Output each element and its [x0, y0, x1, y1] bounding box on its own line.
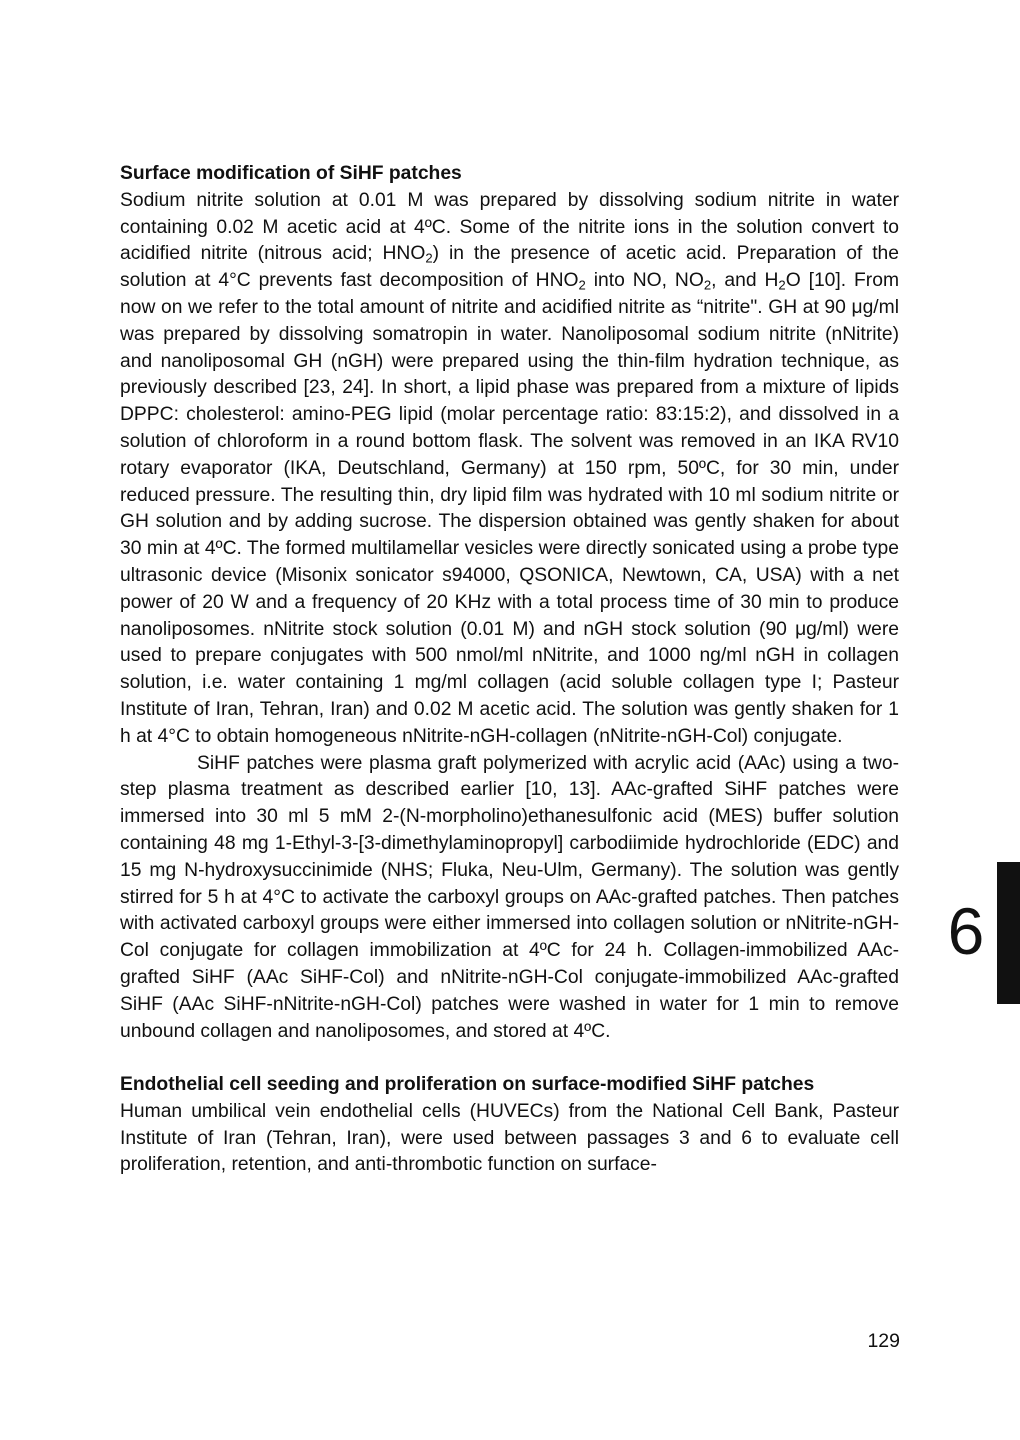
text-run: Sodium nitrite solution at 0.01 M was prepared by dissolving sodium nitrite in water containing 0.02 M acetic acid at 4ºC. Some of the nitrite ions in the solution convert to acidified nitrite (nitrous acid; HNO — [120, 189, 899, 265]
text-run: O [10]. From now on we refer to the total amount of nitrite and acidified nitrite as “nitrite". GH at 90 μg/ml was prepared by dissolving somatropin in water. Nanoliposomal sodium nitrite (nNitrite) and nanoliposomal GH (nGH) were prepared using the thin-film hydration technique, as previously described [23, 24]. In short, a lipid phase was prepared from a mixture of lipids DPPC: cholesterol: amino-PEG lipid (molar percentage ratio: 83:15:2), and dissolved in a solution of chloroform in a round bottom flask. The solvent was removed in an IKA RV10 rotary evaporator (IKA, Deutschland, Germany) at 150 rpm, 50ºC, for 30 min, under reduced pressure. The resulting thin, dry lipid film was hydrated with 10 ml sodium nitrite or GH solution and by adding sucrose. The dispersion obtained was gently shaken for about 30 min at 4ºC. The formed multilamellar vesicles were directly sonicated using a probe type ultrasonic device (Misonix sonicator s94000, QSONICA, Newtown, CA, USA) with a net power of 20 W and a frequency of 20 KHz with a total process time of 30 min to produce nanoliposomes. nNitrite stock solution (0.01 M) and nGH stock solution (90 μg/ml) were used to prepare conjugates with 500 nmol/ml nNitrite, and 1000 ng/ml nGH in collagen solution, i.e. water containing 1 mg/ml collagen (acid soluble collagen type I; Pasteur Institute of Iran, Tehran, Iran) and 0.02 M acetic acid. The solution was gently shaken for 1 h at 4°C to obtain homogeneous nNitrite-nGH-collagen (nNitrite-nGH-Col) conjugate. — [120, 270, 900, 747]
page-number: 129 — [867, 1330, 900, 1352]
paragraph-huvec: Human umbilical vein endothelial cells (HUVECs) from the National Cell Bank, Pasteur Institute of Iran (Tehran, Iran), were used between passages 3 and 6 to evaluate cell proliferation, retention, and anti-thrombotic function on surface- — [120, 1100, 899, 1176]
text-run: ) in the presence of acetic acid. Preparation of the solution at 4°C prevents fast decomposition of HNO — [120, 243, 899, 292]
paragraph-plasma-grafting: SiHF patches were plasma graft polymerized with acrylic acid (AAc) using a two-step plasma treatment as described earlier [10, 13]. AAc-grafted SiHF patches were immersed into 30 ml 5 mM 2-(N-morpholino)ethanesulfonic acid (MES) buffer solution containing 48 mg 1-Ethyl-3-[3-dimethylaminopropyl] carbodiimide hydrochloride (EDC) and 15 mg N-hydroxysuccinimide (NHS; Fluka, Neu-Ulm, Germany). The solution was gently stirred for 5 h at 4°C to activate the carboxyl groups on AAc-grafted patches. Then patches with activated carboxyl groups were either immersed into collagen solution or nNitrite-nGH-Col conjugate for collagen immobilization at 4ºC for 24 h. Collagen-immobilized AAc-grafted SiHF (AAc SiHF-Col) and nNitrite-nGH-Col conjugate-immobilized AAc-grafted SiHF (AAc SiHF-nNitrite-nGH-Col) patches were washed in water for 1 min to remove unbound collagen and nanoliposomes, and stored at 4ºC. — [120, 752, 899, 1042]
section-spacer — [120, 1045, 899, 1072]
paragraph-nitrite-preparation — [120, 188, 899, 751]
section-heading-surface-modification: Surface modification of SiHF patches — [120, 163, 462, 184]
subscript: 2 — [578, 277, 586, 293]
section-heading-endothelial-seeding: Endothelial cell seeding and proliferation on surface-modified SiHF patches — [120, 1074, 815, 1096]
text-run: into NO, NO — [585, 270, 704, 292]
subscript: 2 — [425, 250, 433, 266]
subscript: 2 — [703, 277, 712, 293]
subscript: 2 — [778, 277, 786, 293]
chapter-tab-marker — [997, 862, 1020, 1004]
body-text — [120, 161, 899, 1179]
text-run: , and H — [711, 270, 779, 292]
chapter-number: 6 — [947, 894, 985, 968]
